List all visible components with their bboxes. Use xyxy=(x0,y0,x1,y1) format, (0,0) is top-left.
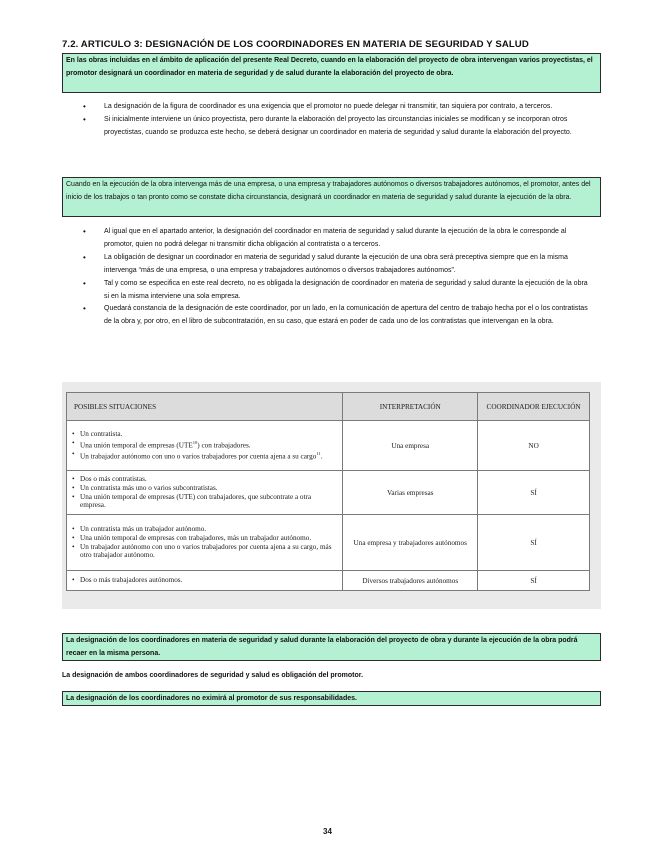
table-row xyxy=(67,515,590,571)
situations-cell xyxy=(67,421,343,471)
section-title: 7.2. ARTICULO 3: DESIGNACIÓN DE LOS COORDINADORES EN MATERIA DE SEGURIDAD Y SALUD xyxy=(62,39,529,50)
interpretation-cell: Varias empresas xyxy=(343,471,478,515)
bullet-item: • Si inicialmente interviene un único proyectista, pero durante la elaboración del proyecto las circunstancias iniciales se modifican y se incorporan otros proyectistas, cuando se produzca este hecho, se deberá designar un coordinador en materia de seguridad y salud durante la elaboración del proyecto. xyxy=(83,114,589,140)
table-row xyxy=(67,471,590,515)
header-situations: POSIBLES SITUACIONES xyxy=(67,393,343,421)
situation-item: • Dos o más trabajadores autónomos. xyxy=(72,576,337,585)
situation-item: • Un contratista más uno o varios subcontratistas. xyxy=(72,484,337,493)
bullet-item: • Quedará constancia de la designación de este coordinador, por un lado, en la comunicación de apertura del centro de trabajo hecha por el o los contratistas de la obra y, por otro, en el libro de subcontratación, en su caso, que estará en poder de cada uno de los contratistas que intervengan en la obra. xyxy=(83,303,589,329)
promoter-obligation-text: La designación de ambos coordinadores de seguridad y salud es obligación del promotor. xyxy=(62,672,364,679)
table-row xyxy=(67,421,590,471)
highlight-box-design-phase: En las obras incluidas en el ámbito de aplicación del presente Real Decreto, cuando en la elaboración del proyecto de obra intervengan varios proyectistas, el promotor designará un coordinador en materia de seguridad y de salud durante la elaboración del proyecto de obra. xyxy=(62,53,601,93)
situation-item: • Un trabajador autónomo con uno o varios trabajadores por cuenta ajena a su cargo, más otro trabajador autónomo. xyxy=(72,543,337,561)
situation-item: • Una unión temporal de empresas (UTE) con trabajadores, que subcontrate a otra empresa. xyxy=(72,493,337,511)
situation-item: • Un trabajador autónomo con uno o varios trabajadores por cuenta ajena a su cargo$^{11}$. xyxy=(72,450,337,461)
situation-item: • Una unión temporal de empresas (UTE$^{10}$) con trabajadores. xyxy=(72,439,337,450)
table-row xyxy=(67,571,590,591)
bullet-item: • Tal y como se especifica en este real decreto, no es obligada la designación de coordinador en materia de seguridad y salud durante la ejecución de la obra si en la misma interviene una sola empresa. xyxy=(83,278,589,304)
highlight-box-same-person: La designación de los coordinadores en materia de seguridad y salud durante la elaboración del proyecto de obra y durante la ejecución de la obra podrá recaer en la misma persona. xyxy=(62,633,601,661)
situations-cell xyxy=(67,515,343,571)
bullet-item: • La obligación de designar un coordinador en materia de seguridad y salud durante la ejecución de una obra será preceptiva siempre que en la misma intervenga “más de una empresa, o una empresa y trabajadores autónomos o diversos trabajadores autónomos”. xyxy=(83,252,589,278)
header-interpretation: INTERPRETACIÓN xyxy=(343,393,478,421)
bullet-list-execution-phase xyxy=(83,226,589,329)
bullet-item: • Al igual que en el apartado anterior, la designación del coordinador en materia de seguridad y salud durante la ejecución de la obra le corresponde al promotor, quien no podrá delegar ni transmitir dicha obligación al contratista o a terceros. xyxy=(83,226,589,252)
table-header-row xyxy=(67,393,590,421)
interpretation-cell: Una empresa xyxy=(343,421,478,471)
situation-item: • Dos o más contratistas. xyxy=(72,475,337,484)
situations-table xyxy=(66,392,590,591)
situation-item: • Un contratista. xyxy=(72,430,337,439)
highlight-box-execution-phase: Cuando en la ejecución de la obra intervenga más de una empresa, o una empresa y trabajadores autónomos o diversos trabajadores autónomos, el promotor, antes del inicio de los trabajos o tan pronto como se constate dicha circunstancia, designará un coordinador en materia de seguridad y salud durante la ejecución de la obra. xyxy=(62,177,601,217)
bullet-item: • La designación de la figura de coordinador es una exigencia que el promotor no puede delegar ni transmitir, tan siquiera por contrato, a terceros. xyxy=(83,101,589,114)
situation-item: • Un contratista más un trabajador autónomo. xyxy=(72,525,337,534)
interpretation-cell: Diversos trabajadores autónomos xyxy=(343,571,478,591)
footnote-ref: 10 xyxy=(192,439,198,445)
page-number: 34 xyxy=(323,827,332,836)
highlight-box-responsibility: La designación de los coordinadores no eximirá al promotor de sus responsabilidades. xyxy=(62,691,601,706)
bullet-list-design-phase xyxy=(83,101,589,140)
interpretation-cell: Una empresa y trabajadores autónomos xyxy=(343,515,478,571)
coordinator-cell: SÍ xyxy=(478,515,590,571)
coordinator-cell: SÍ xyxy=(478,471,590,515)
coordinator-cell: NO xyxy=(478,421,590,471)
situations-cell xyxy=(67,471,343,515)
situation-item: • Una unión temporal de empresas con trabajadores, más un trabajador autónomo. xyxy=(72,534,337,543)
situations-cell xyxy=(67,571,343,591)
header-coordinator: COORDINADOR EJECUCIÓN xyxy=(478,393,590,421)
footnote-ref: 11 xyxy=(316,450,321,456)
coordinator-cell: SÍ xyxy=(478,571,590,591)
